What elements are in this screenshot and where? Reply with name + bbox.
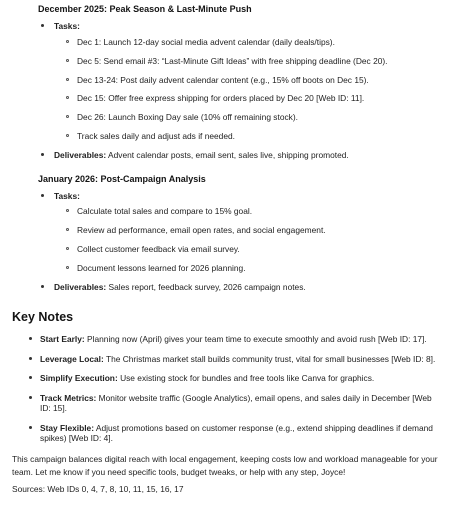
- key-note-label: Start Early:: [40, 334, 85, 345]
- key-note-item: [26, 373, 444, 384]
- key-note-item: [26, 423, 444, 444]
- section-title-december: December 2025: Peak Season & Last-Minute Push: [38, 4, 252, 14]
- key-note-label: Stay Flexible:: [40, 422, 94, 433]
- section-title-january: January 2026: Post-Campaign Analysis: [38, 173, 206, 184]
- deliverables-item-december: [38, 150, 444, 161]
- key-notes-list: [26, 334, 444, 444]
- tasks-item-january: [38, 191, 444, 274]
- task-item: Document lessons learned for 2026 planning.: [66, 263, 444, 274]
- key-note-item: [26, 334, 444, 345]
- key-note-text: Adjust promotions based on customer response (e.g., extend shipping deadlines if demand spikes) [Web ID: 4].: [40, 422, 433, 444]
- task-item: Calculate total sales and compare to 15% goal.: [66, 206, 444, 217]
- key-note-item: [26, 354, 444, 365]
- task-item: Dec 13-24: Post daily advent calendar content (e.g., 15% off boots on Dec 15).: [66, 75, 444, 86]
- key-note-text: Monitor website traffic (Google Analytics), email opens, and sales daily in December [Web ID: 15].: [40, 392, 432, 414]
- deliverables-label: Deliverables:: [54, 281, 107, 292]
- deliverables-text: Sales report, feedback survey, 2026 campaign notes.: [108, 281, 306, 292]
- task-list-december: [54, 37, 444, 142]
- key-note-label: Simplify Execution:: [40, 373, 118, 384]
- task-item: Track sales daily and adjust ads if needed.: [66, 131, 444, 142]
- deliverables-label: Deliverables:: [54, 150, 107, 161]
- key-note-text: The Christmas market stall builds community trust, vital for small businesses [Web ID: 8].: [105, 353, 436, 364]
- task-item: Dec 26: Launch Boxing Day sale (10% off remaining stock).: [66, 112, 444, 123]
- deliverables-text: Advent calendar posts, email sent, sales live, shipping promoted.: [108, 150, 349, 161]
- key-note-text: Use existing stock for bundles and free tools like Canva for graphics.: [120, 373, 375, 384]
- closing-paragraph: This campaign balances digital reach with local engagement, keeping costs low and workload manageable for your team. Let me know if you need specific tools, budget tweaks, or help with any step, Joyce!: [12, 453, 438, 477]
- deliverables-item-january: [38, 282, 444, 293]
- task-item: Dec 15: Offer free express shipping for orders placed by Dec 20 [Web ID: 11].: [66, 93, 444, 104]
- key-notes-heading: Key Notes: [12, 310, 74, 325]
- tasks-label: Tasks:: [54, 190, 80, 201]
- tasks-label: Tasks:: [54, 21, 80, 32]
- key-note-text: Planning now (April) gives your team time to execute smoothly and avoid rush [Web ID: 17].: [87, 334, 427, 345]
- key-note-label: Track Metrics:: [40, 392, 97, 403]
- tasks-item-december: [38, 21, 444, 141]
- task-item: Dec 5: Send email #3: “Last-Minute Gift Ideas” with free shipping deadline (Dec 20).: [66, 56, 444, 67]
- sources-line: Sources: Web IDs 0, 4, 7, 8, 10, 11, 15, 16, 17: [12, 483, 184, 494]
- task-item: Review ad performance, email open rates, and social engagement.: [66, 225, 444, 236]
- key-note-item: [26, 393, 444, 414]
- task-list-january: [54, 206, 444, 273]
- task-item: Collect customer feedback via email survey.: [66, 244, 444, 255]
- key-note-label: Leverage Local:: [40, 353, 104, 364]
- task-item: Dec 1: Launch 12-day social media advent calendar (daily deals/tips).: [66, 37, 444, 48]
